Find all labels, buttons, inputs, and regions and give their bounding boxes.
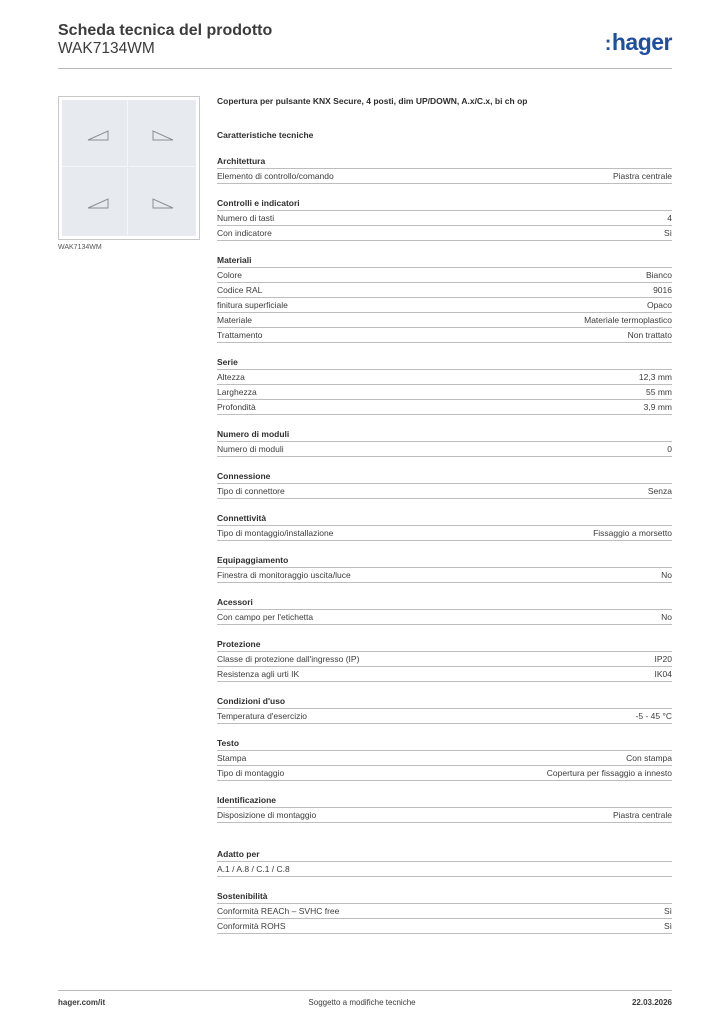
spec-value: Sì [663,921,672,931]
spec-row [217,441,672,457]
spec-row [217,807,672,823]
spec-section [217,738,672,781]
spec-row [217,918,672,934]
spec-section [217,429,672,457]
spec-value: 9016 [653,285,672,295]
spec-row [217,750,672,765]
spec-label: Elemento di controllo/comando [217,171,334,181]
spec-section [217,597,672,625]
spec-row [217,225,672,241]
spec-row [217,765,672,781]
section-title: Materiali [217,255,252,265]
spec-label: Tipo di montaggio [217,768,285,778]
spec-row [217,861,672,877]
spec-value: 4 [667,213,672,223]
spec-section [217,156,672,184]
section-title: Controlli e indicatori [217,198,300,208]
section-title: Architettura [217,156,266,166]
spec-value: Con stampa [626,753,672,763]
hager-logo [605,29,672,56]
spec-section [217,795,672,823]
section-title: Condizioni d'uso [217,696,286,706]
logo-text: hager [611,29,672,55]
spec-value: No [661,612,672,622]
section-title: Connettività [217,513,267,523]
spec-label: Codice RAL [217,285,263,295]
spec-label: Con indicatore [217,228,272,238]
spec-row [217,399,672,415]
spec-section [217,471,672,499]
spec-label: Classe di protezione dall'ingresso (IP) [217,654,360,664]
spec-value: Fissaggio a morsetto [593,528,672,538]
spec-label: Profondità [217,402,256,412]
spec-label: Numero di moduli [217,444,284,454]
spec-label: Resistenza agli urti IK [217,669,300,679]
spec-row [217,369,672,384]
spec-value: Bianco [646,270,672,280]
spec-label: finitura superficiale [217,300,288,310]
spec-section [217,198,672,241]
key-bottom-left [62,168,128,235]
spec-row [217,708,672,724]
footer-divider [58,990,672,991]
dim-up-icon [62,168,128,235]
footer-date: 22.03.2026 [631,998,672,1007]
spec-section [217,555,672,583]
spec-value: Senza [647,486,672,496]
section-title: Numero di moduli [217,429,290,439]
technical-characteristics-title: Caratteristiche tecniche [217,130,314,140]
spec-label: Conformità ROHS [217,921,286,931]
spec-label: Con campo per l'etichetta [217,612,314,622]
spec-value: Non trattato [627,330,672,340]
spec-row [217,666,672,682]
spec-section [217,255,672,343]
footer-website: hager.com/it [58,998,106,1007]
spec-row [217,327,672,343]
spec-label: Temperatura d'esercizio [217,711,307,721]
spec-label: Finestra di monitoraggio uscita/luce [217,570,351,580]
spec-value: Copertura per fissaggio a innesto [546,768,672,778]
section-title: Protezione [217,639,261,649]
dim-down-icon [129,100,195,167]
spec-label: Disposizione di montaggio [217,810,317,820]
spec-section [217,639,672,682]
key-bottom-right [129,168,195,235]
spec-row [217,384,672,399]
spec-label: Larghezza [217,387,257,397]
spec-sections [217,156,672,823]
spec-value: 12,3 mm [638,372,672,382]
dim-up-icon [62,100,128,167]
spec-row [217,903,672,918]
spec-value: Sì [663,228,672,238]
spec-section [217,357,672,415]
spec-label: Tipo di connettore [217,486,285,496]
product-description: Copertura per pulsante KNX Secure, 4 posti, dim UP/DOWN, A.x/C.x, bi ch op [217,96,528,106]
spec-value: IP20 [654,654,672,664]
spec-row [217,168,672,184]
section-title: Acessori [217,597,253,607]
footer-disclaimer: Soggetto a modifiche tecniche [308,998,416,1007]
spec-row [217,267,672,282]
spec-row [217,210,672,225]
page-title: Scheda tecnica del prodotto [58,22,273,39]
section-title: Testo [217,738,240,748]
section-title: Adatto per [217,849,260,859]
spec-section [217,849,672,877]
spec-label: Materiale [217,315,252,325]
spec-column [217,96,672,948]
spec-section [217,696,672,724]
spec-section [217,891,672,934]
spec-value: Opaco [646,300,672,310]
spec-label: A.1 / A.8 / C.1 / C.8 [217,864,290,874]
key-top-left [62,100,128,167]
product-image [58,96,200,240]
spec-value: 0 [667,444,672,454]
dim-down-icon [129,168,195,235]
spec-label: Numero di tasti [217,213,275,223]
extra-sections [217,849,672,934]
spec-value: 55 mm [646,387,672,397]
spec-label: Tipo di montaggio/installazione [217,528,334,538]
section-title: Connessione [217,471,271,481]
logo-dots-icon: : [604,33,611,55]
spec-value: Piastra centrale [612,171,672,181]
section-title: Identificazione [217,795,277,805]
spec-value: 3,9 mm [643,402,672,412]
image-caption: WAK7134WM [58,244,102,251]
spec-row [217,567,672,583]
spec-row [217,312,672,327]
spec-row [217,609,672,625]
spec-label: Conformità REACh – SVHC free [217,906,340,916]
key-top-right [129,100,195,167]
spec-section [217,513,672,541]
spec-value: Sì [663,906,672,916]
spec-label: Colore [217,270,243,280]
section-title: Sostenibilità [217,891,268,901]
spec-row [217,651,672,666]
spec-row [217,525,672,541]
spec-label: Altezza [217,372,245,382]
product-code: WAK7134WM [58,40,155,57]
spec-row [217,297,672,312]
spec-value: Piastra centrale [612,810,672,820]
spec-label: Trattamento [217,330,263,340]
spec-value: IK04 [654,669,672,679]
spec-label: Stampa [217,753,247,763]
switch-plate [62,100,196,236]
spec-row [217,282,672,297]
section-title: Serie [217,357,238,367]
spec-row [217,483,672,499]
spec-value: -5 - 45 °C [635,711,672,721]
header-divider [58,68,672,69]
spec-value: Materiale termoplastico [584,315,672,325]
section-title: Equipaggiamento [217,555,289,565]
spec-value: No [661,570,672,580]
